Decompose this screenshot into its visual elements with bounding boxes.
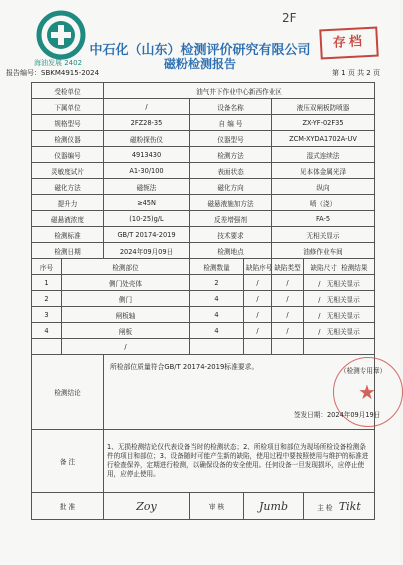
- report-table: [31, 82, 387, 520]
- mag-method-label: 磁化方法: [32, 179, 104, 195]
- check-cell: [304, 493, 375, 520]
- cell-defect-no: /: [244, 307, 272, 323]
- approve-signature-text: Zoy: [136, 499, 157, 513]
- apply-label: 磁悬液施加方法: [190, 195, 272, 211]
- row-standard: [32, 227, 375, 243]
- cell-result: 无相关显示: [326, 311, 360, 320]
- notes-label: 备 注: [32, 430, 104, 493]
- report-number: [6, 68, 99, 78]
- cell-defect-no: [244, 339, 272, 355]
- cell-no: [32, 339, 62, 355]
- row-sub-unit: [32, 99, 375, 115]
- method-value: 湿式连续法: [272, 147, 375, 163]
- date-value: 2024年09月09日: [104, 243, 190, 259]
- contrast-value: FA-5: [272, 211, 375, 227]
- cell-part: 闸板轴: [62, 307, 190, 323]
- concentration-label: 磁悬液浓度: [32, 211, 104, 227]
- cell-no: 4: [32, 323, 62, 339]
- inspected-unit-label: 受检单位: [32, 83, 104, 99]
- results-header-text: 缺陷尺寸: [310, 263, 337, 272]
- approve-signature: [104, 493, 190, 520]
- results-header: 缺陷序号: [244, 259, 272, 275]
- cell-qty: 4: [190, 291, 244, 307]
- table-row: [32, 275, 375, 291]
- results-header-text: 缺陷类型: [274, 263, 301, 272]
- mag-method-value: 磁轭法: [104, 179, 190, 195]
- mag-direction-value: 纵向: [272, 179, 375, 195]
- approve-label: 批 准: [32, 493, 104, 520]
- instrument-model-value: ZCM-XYDA1702A-UV: [272, 131, 375, 147]
- device-name-label: 设备名称: [190, 99, 272, 115]
- table-row: [32, 323, 375, 339]
- contrast-label: 反差增强剂: [190, 211, 272, 227]
- apply-value: 喷（浇）: [272, 195, 375, 211]
- row-instrument: [32, 131, 375, 147]
- spec-label: 规格型号: [32, 115, 104, 131]
- instrument-no-value: 4913430: [104, 147, 190, 163]
- table-row: [32, 291, 375, 307]
- report-number-value: SBKM4915-2024: [41, 69, 100, 77]
- mag-direction-label: 磁化方向: [190, 179, 272, 195]
- location-value: 油修作业车间: [272, 243, 375, 259]
- cell-no: 2: [32, 291, 62, 307]
- cell-defect-type: [272, 339, 304, 355]
- results-header-text: 检测结果: [341, 263, 368, 272]
- cell-part: 侧门处壳体: [62, 275, 190, 291]
- tech-req-value: 无相关显示: [272, 227, 375, 243]
- cell-defect-no: /: [244, 291, 272, 307]
- cell-part: /: [62, 339, 190, 355]
- row-mag-method: [32, 179, 375, 195]
- sub-unit-label: 下属单位: [32, 99, 104, 115]
- review-signature: [244, 493, 304, 520]
- results-header-row: [32, 259, 375, 275]
- spec-value: 2FZ28-35: [104, 115, 190, 131]
- review-signature-text: Jumb: [259, 499, 288, 513]
- standard-label: 检测标准: [32, 227, 104, 243]
- cell-result: 无相关显示: [326, 327, 360, 336]
- instrument-value: 磁粉探伤仪: [104, 131, 190, 147]
- cell-defect-type: /: [272, 307, 304, 323]
- notes-text: 1、无损检测结论仅代表设备当时的检测状态；2、所检项目和部位为现场所检设备检测条件的项目和部位；3、设备随时可能产生新的缺陷，使用过程中要按照使用与维护的标准进行检查保养，定期进行检测，以确保设备的安全使用。任何设备一旦发现损坏，应停止使用，应停止使用。: [104, 430, 375, 493]
- results-header: 序号: [32, 259, 62, 275]
- cell-defect-type: /: [272, 291, 304, 307]
- date-label: 检测日期: [32, 243, 104, 259]
- cell-defect-no: /: [244, 323, 272, 339]
- cell-no: 1: [32, 275, 62, 291]
- conclusion-text: 所检部位质量符合GB/T 20174-2019标准要求。: [110, 363, 259, 371]
- cell-size-result: [304, 275, 375, 291]
- cell-size: /: [318, 311, 321, 320]
- review-label: 审 核: [190, 493, 244, 520]
- check-signature-text: Tikt: [338, 499, 361, 513]
- lift-label: 提升力: [32, 195, 104, 211]
- device-name-value: 液压双闸板防喷器: [272, 99, 375, 115]
- archive-stamp: 存档: [319, 27, 378, 60]
- report-number-label: 报告编号：: [6, 69, 41, 77]
- signature-row: [32, 493, 375, 520]
- sensitivity-label: 灵敏度试片: [32, 163, 104, 179]
- instrument-model-label: 仪器型号: [190, 131, 272, 147]
- row-instrument-no: [32, 147, 375, 163]
- cell-size-result: [304, 323, 375, 339]
- handwritten-mark: 2F: [282, 11, 297, 25]
- notes-row: [32, 430, 375, 493]
- conclusion-label: 检测结论: [32, 355, 104, 430]
- results-header: [272, 259, 304, 275]
- surface-label: 表面状态: [190, 163, 272, 179]
- concentration-value: (10-25)g/L: [104, 211, 190, 227]
- inspected-unit-value: 油气井下作业中心新西作业区: [104, 83, 375, 99]
- cell-result: 无相关显示: [326, 279, 360, 288]
- location-label: 检测地点: [190, 243, 272, 259]
- cell-part: 侧门: [62, 291, 190, 307]
- cell-size: /: [318, 279, 321, 288]
- row-spec: [32, 115, 375, 131]
- sub-unit-value: /: [104, 99, 190, 115]
- cell-part: 闸板: [62, 323, 190, 339]
- cell-size: /: [318, 295, 321, 304]
- row-inspected-unit: [32, 83, 375, 99]
- seal-caption: （检测专用章）: [340, 367, 387, 375]
- table-row: [32, 307, 375, 323]
- cell-defect-type: /: [272, 275, 304, 291]
- page-info: 第 1 页 共 2 页: [331, 69, 380, 77]
- results-header: 检测数量: [190, 259, 244, 275]
- row-date: [32, 243, 375, 259]
- cell-result: 无相关显示: [326, 295, 360, 304]
- table-row: [32, 339, 375, 355]
- cell-no: 3: [32, 307, 62, 323]
- tech-req-label: 技术要求: [190, 227, 272, 243]
- cell-defect-no: /: [244, 275, 272, 291]
- cell-qty: 4: [190, 323, 244, 339]
- results-header: 检测部位: [62, 259, 190, 275]
- instrument-label: 检测仪器: [32, 131, 104, 147]
- cell-defect-type: /: [272, 323, 304, 339]
- row-lift: [32, 195, 375, 211]
- results-header: [304, 259, 375, 275]
- check-label: 主 检: [317, 503, 333, 512]
- cell-qty: [190, 339, 244, 355]
- instrument-no-label: 仪器编号: [32, 147, 104, 163]
- cell-size-result: [304, 291, 375, 307]
- surface-value: 见本体金属光泽: [272, 163, 375, 179]
- logo-caption: 海油发展 2402: [34, 59, 83, 67]
- cell-size-result: [304, 307, 375, 323]
- cell-qty: 2: [190, 275, 244, 291]
- issue-date: 签发日期：2024年09月19日: [294, 411, 381, 419]
- standard-value: GB/T 20174-2019: [104, 227, 190, 243]
- row-concentration: [32, 211, 375, 227]
- row-sensitivity: [32, 163, 375, 179]
- self-no-label: 自 编 号: [190, 115, 272, 131]
- cell-size-result: [304, 339, 375, 355]
- lift-value: ≥45N: [104, 195, 190, 211]
- self-no-value: ZX-YF-02F35: [272, 115, 375, 131]
- cell-size: /: [318, 327, 321, 336]
- report-title: 磁粉检测报告: [163, 57, 236, 71]
- sensitivity-value: A1-30/100: [104, 163, 190, 179]
- seal-star-icon: ★: [358, 380, 376, 404]
- cell-qty: 4: [190, 307, 244, 323]
- method-label: 检测方法: [190, 147, 272, 163]
- conclusion-cell: [104, 355, 387, 430]
- company-name: 中石化（山东）检测评价研究有限公司: [89, 43, 311, 58]
- conclusion-row: [32, 355, 375, 430]
